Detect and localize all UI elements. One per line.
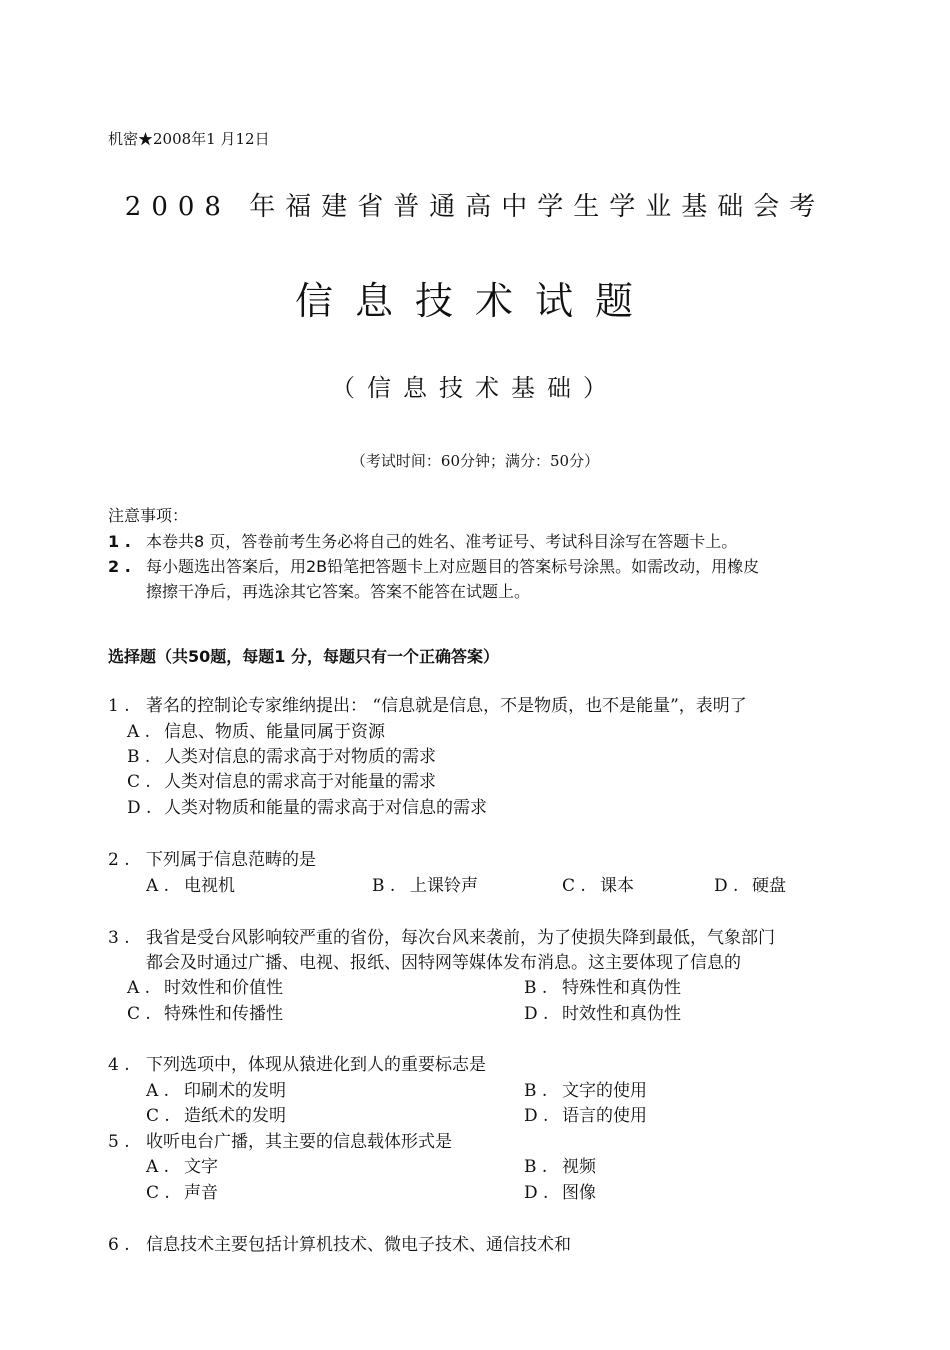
question-stem: 下列属于信息范畴的是 [146,850,316,870]
option-text: 声音 [184,1183,218,1203]
note-number: 2 . [108,557,131,576]
question-stem: 我省是受台风影响较严重的省份，每次台风来袭前，为了使损失降到最低，气象部门 [146,928,775,948]
question-number: 2 . [108,850,130,870]
option-text: 上课铃声 [410,876,478,896]
question-stem: 收听电台广播，其主要的信息载体形式是 [146,1132,452,1152]
question-number: 5 . [108,1132,130,1152]
option-label: B . [127,747,151,767]
option-label: D . [127,798,152,818]
subject-subtitle: （信息技术基础） [331,374,619,402]
option-label: B . [524,1081,548,1101]
question-stem: 下列选项中，体现从猿进化到人的重要标志是 [146,1055,486,1075]
option-label: D . [714,876,739,896]
option-text: 图像 [562,1183,596,1203]
option-text: 特殊性和真伪性 [562,978,681,998]
option-label: A . [146,876,170,896]
exam-time-info: （考试时间：60分钟；满分：50分） [350,452,600,470]
option-label: B . [524,978,548,998]
notes-heading: 注意事项： [108,506,189,525]
question-stem: 信息技术主要包括计算机技术、微电子技术、通信技术和 [146,1235,571,1255]
option-text: 视频 [562,1157,596,1177]
option-label: C . [127,1004,151,1024]
note-text-continued: 擦擦干净后，再选涂其它答案。答案不能答在试题上。 [146,582,531,601]
option-label: A . [146,1081,170,1101]
option-text: 语言的使用 [562,1106,647,1126]
option-text: 文字 [184,1157,218,1177]
option-label: C . [146,1106,170,1126]
option-text: 人类对信息的需求高于对物质的需求 [164,747,436,767]
confidential-date: 机密★2008年1 月12日 [108,130,270,148]
option-label: D . [524,1106,549,1126]
option-label: D . [524,1004,549,1024]
option-label: C . [127,772,151,792]
option-text: 硬盘 [752,876,786,896]
option-text: 特殊性和传播性 [164,1004,283,1024]
option-label: B . [524,1157,548,1177]
question-stem: 著名的控制论专家维纳提出： “信息就是信息，不是物质，也不是能量”，表明了 [146,696,747,716]
note-text: 每小题选出答案后，用2B铅笔把答题卡上对应题目的答案标号涂黑。如需改动，用橡皮 [146,557,760,576]
option-text: 时效性和价值性 [164,978,283,998]
option-label: A . [127,978,151,998]
exam-title: 2008 年福建省普通高中学生学业基础会考 [124,192,826,222]
option-label: A . [127,722,151,742]
option-text: 人类对物质和能量的需求高于对信息的需求 [164,798,487,818]
option-text: 时效性和真伪性 [562,1004,681,1024]
option-text: 人类对信息的需求高于对能量的需求 [164,772,436,792]
option-label: D . [524,1183,549,1203]
option-label: C . [562,876,586,896]
option-text: 信息、物质、能量同属于资源 [164,722,385,742]
question-stem-continued: 都会及时通过广播、电视、报纸、因特网等媒体发布消息。这主要体现了信息的 [146,953,741,973]
option-text: 电视机 [184,876,235,896]
section-title: 选择题（共50题，每题1 分，每题只有一个正确答案） [108,647,499,666]
option-label: A . [146,1157,170,1177]
subject-title: 信息技术试题 [294,279,655,323]
question-number: 4 . [108,1055,130,1075]
question-number: 1 . [108,696,130,716]
option-label: B . [372,876,396,896]
option-text: 印刷术的发明 [184,1081,286,1101]
note-text: 本卷共8 页，答卷前考生务必将自己的姓名、准考证号、考试科目涂写在答题卡上。 [146,532,738,551]
note-number: 1 . [108,532,131,551]
option-label: C . [146,1183,170,1203]
option-text: 文字的使用 [562,1081,647,1101]
question-number: 6 . [108,1235,130,1255]
option-text: 造纸术的发明 [184,1106,286,1126]
question-number: 3 . [108,928,130,948]
option-text: 课本 [600,876,634,896]
